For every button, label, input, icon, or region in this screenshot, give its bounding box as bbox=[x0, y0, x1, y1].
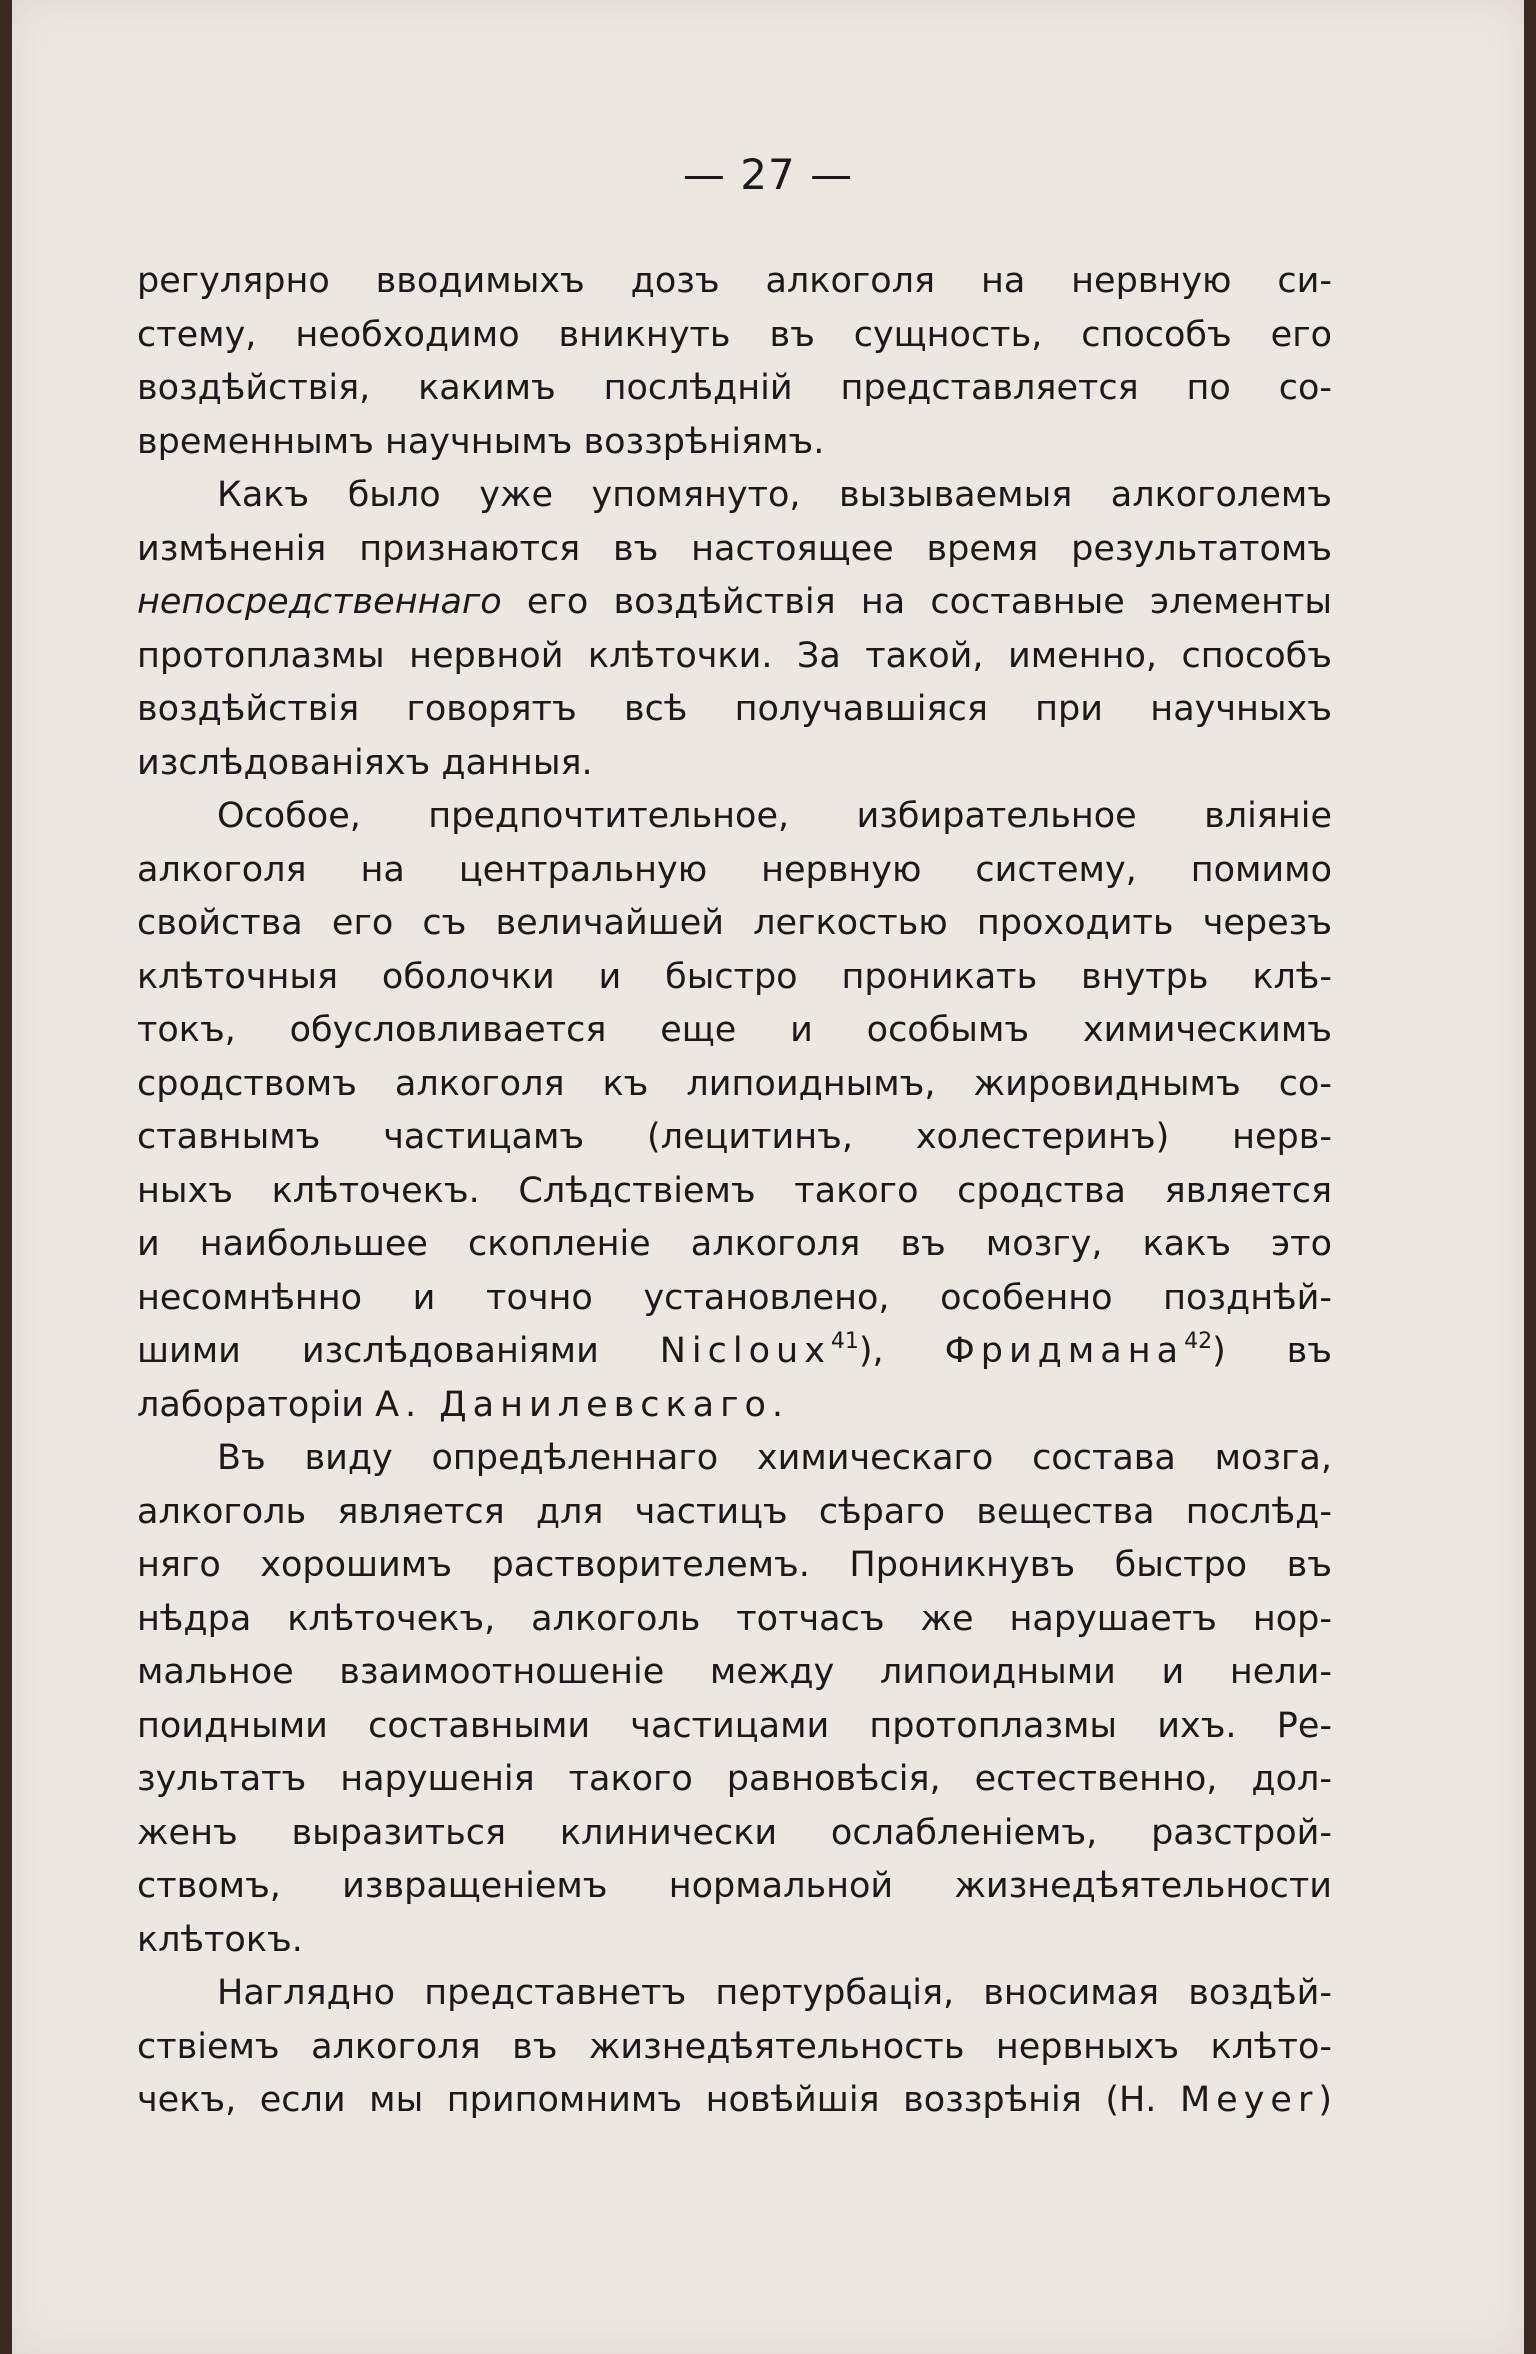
text-line: мальное взаимоотношеніе между липоидными и нели- bbox=[137, 1652, 1332, 1692]
body-text bbox=[137, 255, 1332, 2128]
text-line: ныхъ клѣточекъ. Слѣдствіемъ такого сродства является bbox=[137, 1170, 1332, 1211]
footnote-ref: 42 bbox=[1184, 1329, 1213, 1354]
text-line bbox=[137, 576, 1332, 630]
text-line: токъ, обусловливается еще и особымъ химическимъ bbox=[137, 1010, 1332, 1050]
text-fragment: чекъ, если мы припомнимъ новѣйшія воззрѣнія (Н. bbox=[137, 2080, 1180, 2120]
text-fragment: ) bbox=[1318, 2080, 1332, 2120]
author-name: Фридмана bbox=[944, 1331, 1185, 1371]
text-line: нѣдра клѣточекъ, алкоголь тотчасъ же нарушаетъ нор- bbox=[137, 1598, 1332, 1639]
text-line bbox=[137, 1379, 1332, 1433]
text-line bbox=[137, 2074, 1332, 2128]
book-page bbox=[12, 0, 1524, 2354]
text-fragment: ) въ bbox=[1212, 1331, 1332, 1371]
text-line: Особое, предпочтительное, избирательное вліяніе bbox=[217, 796, 1332, 836]
paragraph-4 bbox=[137, 1432, 1332, 1967]
text-line: Какъ было уже упомянуто, вызываемыя алкоголемъ bbox=[217, 475, 1332, 515]
paragraph-1 bbox=[137, 255, 1332, 469]
text-line: временнымъ научнымъ воззрѣніямъ. bbox=[137, 421, 825, 462]
paragraph-2 bbox=[137, 469, 1332, 790]
page-number: — 27 — bbox=[682, 150, 854, 199]
text-fragment: шими изслѣдованіями bbox=[137, 1331, 660, 1371]
text-line: ставнымъ частицамъ (лецитинъ, холестеринъ) нерв- bbox=[137, 1117, 1332, 1157]
footnote-ref: 41 bbox=[830, 1329, 859, 1354]
text-line: ствіемъ алкоголя въ жизнедѣятельность нервныхъ клѣто- bbox=[137, 2026, 1332, 2067]
emphasized-word: непосредственнаго bbox=[137, 582, 502, 622]
text-line: сродствомъ алкоголя къ липоиднымъ, жировиднымъ со- bbox=[137, 1063, 1332, 1104]
text-line: регулярно вводимыхъ дозъ алкоголя на нервную си- bbox=[137, 261, 1332, 301]
author-name: А. Данилевскаго. bbox=[375, 1384, 790, 1425]
author-name: Nicloux bbox=[659, 1331, 831, 1371]
paragraph-3 bbox=[137, 790, 1332, 1432]
text-line: алкоголь является для частицъ сѣраго вещества послѣд- bbox=[137, 1491, 1332, 1532]
text-line bbox=[137, 1325, 1332, 1379]
text-line: клѣтокъ. bbox=[137, 1919, 303, 1960]
text-line: женъ выразиться клинически ослабленіемъ, разстрой- bbox=[137, 1812, 1332, 1853]
author-name: Meyer bbox=[1179, 2080, 1319, 2120]
text-line: няго хорошимъ растворителемъ. Проникнувъ быстро въ bbox=[137, 1545, 1332, 1585]
text-fragment: его воздѣйствія на составные элементы bbox=[501, 582, 1332, 622]
text-line: свойства его съ величайшей легкостью проходить черезъ bbox=[137, 903, 1332, 943]
text-fragment: ), bbox=[858, 1331, 945, 1371]
text-line: изслѣдованіяхъ данныя. bbox=[137, 742, 593, 783]
text-fragment: лабораторіи bbox=[137, 1384, 376, 1425]
text-line: воздѣйствія, какимъ послѣдній представляется по со- bbox=[137, 368, 1332, 408]
text-line: воздѣйствія говорятъ всѣ получавшіяся при научныхъ bbox=[137, 689, 1332, 729]
text-line: ствомъ, извращеніемъ нормальной жизнедѣятельности bbox=[137, 1866, 1332, 1906]
text-line: протоплазмы нервной клѣточки. За такой, именно, способъ bbox=[137, 635, 1332, 676]
text-line: поидными составными частицами протоплазмы ихъ. Ре- bbox=[137, 1705, 1332, 1746]
text-line: клѣточныя оболочки и быстро проникать внутрь клѣ- bbox=[137, 956, 1332, 997]
text-line: Въ виду опредѣленнаго химическаго состава мозга, bbox=[217, 1438, 1332, 1478]
text-line: Наглядно представнетъ пертурбація, вносимая воздѣй- bbox=[217, 1973, 1332, 2013]
paragraph-5 bbox=[137, 1967, 1332, 2128]
text-line: стему, необходимо вникнуть въ сущность, способъ его bbox=[137, 314, 1332, 355]
text-line: и наибольшее скопленіе алкоголя въ мозгу, какъ это bbox=[137, 1224, 1332, 1264]
text-line: измѣненія признаются въ настоящее время результатомъ bbox=[137, 528, 1332, 569]
text-line: несомнѣнно и точно установлено, особенно позднѣй- bbox=[137, 1277, 1332, 1318]
text-line: зультатъ нарушенія такого равновѣсія, естественно, дол- bbox=[137, 1759, 1332, 1799]
text-line: алкоголя на центральную нервную систему, помимо bbox=[137, 849, 1332, 890]
